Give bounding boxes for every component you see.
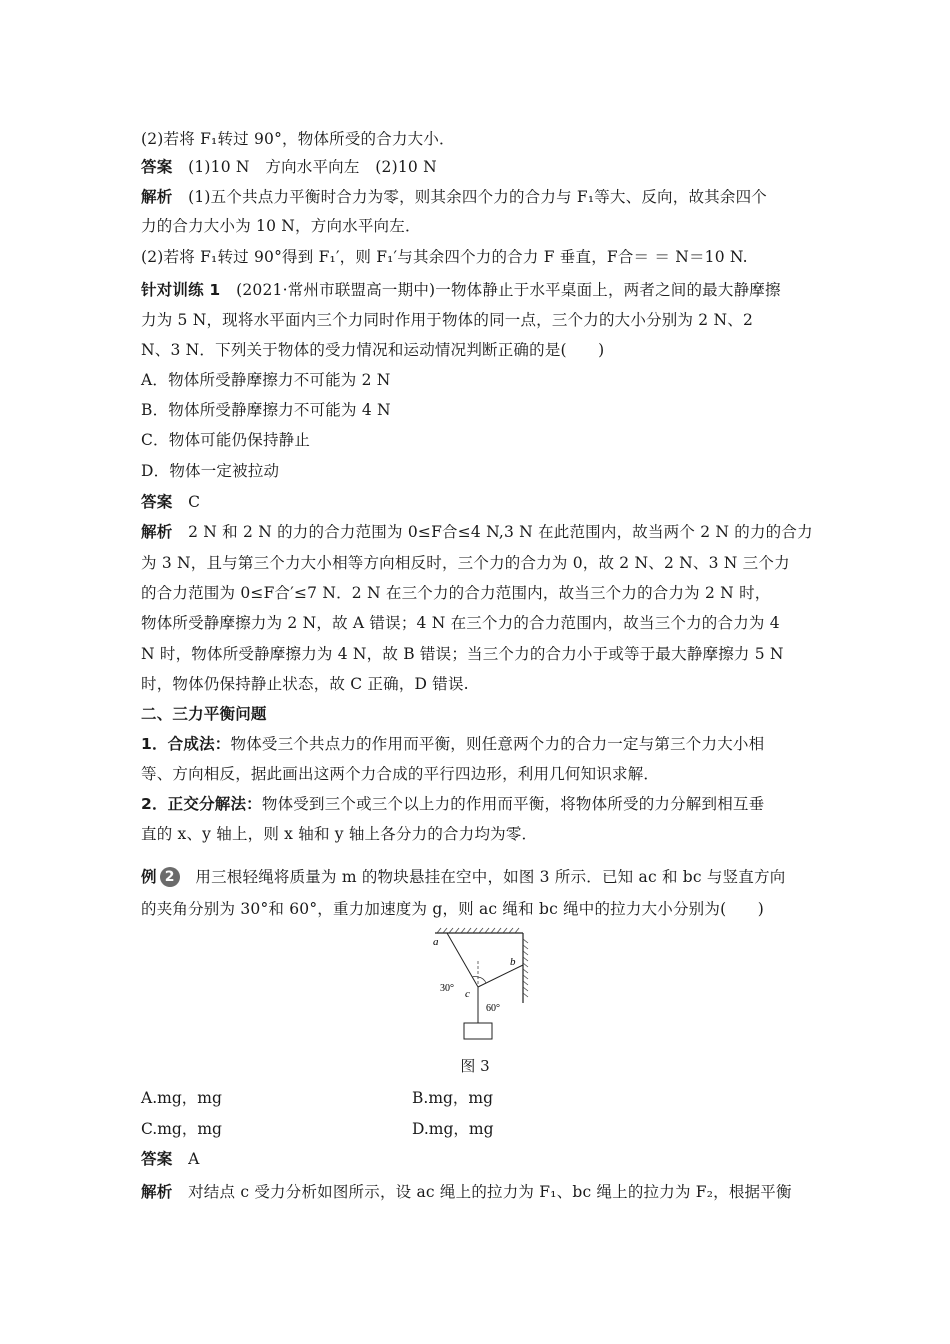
- label-30-degrees: 30°: [440, 983, 454, 994]
- analysis-1-line-b: 力的合力大小为 10 N，方向水平向左．: [141, 217, 421, 235]
- answer-label: 答案: [141, 493, 173, 511]
- analysis-2-line-d: 物体所受静摩擦力为 2 N，故 A 错误；4 N 在三个力的合力范围内，故当三个力的合力为 4: [141, 614, 780, 632]
- option-c: C．物体可能仍保持静止: [141, 431, 311, 449]
- answer-2: 答案 C: [141, 493, 201, 511]
- method-2-line-a: 2．正交分解法：物体受到三个或三个以上力的作用而平衡，将物体所受的力分解到相互垂: [141, 795, 765, 813]
- rope-diagram: [420, 925, 530, 1045]
- answer-label: 答案: [141, 1150, 173, 1168]
- figure-caption: 图 3: [460, 1057, 490, 1075]
- question-part-2: (2)若将 F₁转过 90°，物体所受的合力大小．: [141, 130, 455, 148]
- example-2-line-b: 的夹角分别为 30°和 60°，重力加速度为 g，则 ac 绳和 bc 绳中的拉力大小分别为( ): [141, 900, 764, 918]
- option-a: A．物体所受静摩擦力不可能为 2 N: [141, 371, 391, 389]
- analysis-2-line-c: 的合力范围为 0≤F合′≤7 N．2 N 在三个力的合力范围内，故当三个力的合力为 2 N 时，: [141, 584, 771, 602]
- analysis-2-line-f: 时，物体仍保持静止状态，故 C 正确，D 错误.: [141, 675, 469, 693]
- example-number-badge: 2: [160, 867, 180, 887]
- angle-arc-60: [478, 977, 486, 983]
- label-b: b: [510, 956, 516, 968]
- section-heading: 二、三力平衡问题: [141, 705, 267, 723]
- example-option-d: D.mg，mg: [412, 1120, 494, 1138]
- analysis-label: 解析: [141, 1183, 173, 1201]
- answer-label: 答案: [141, 158, 173, 176]
- training-1-line-c: N、3 N．下列关于物体的受力情况和运动情况判断正确的是( ): [141, 341, 605, 359]
- method-2-line-b: 直的 x、y 轴上，则 x 轴和 y 轴上各分力的合力均为零．: [141, 825, 538, 843]
- training-1-line-a: 针对训练 1 (2021·常州市联盟高一期中)一物体静止于水平桌面上，两者之间的最大静摩擦: [141, 281, 781, 299]
- rope-ac: [447, 933, 478, 987]
- figure-3-diagram: [420, 925, 530, 1045]
- example-option-b: B.mg，mg: [412, 1089, 494, 1107]
- wall-hatch: [523, 939, 528, 997]
- label-a: a: [433, 936, 439, 948]
- rope-bc: [478, 965, 523, 987]
- analysis-3-line-a: 解析 对结点 c 受力分析如图所示，设 ac 绳上的拉力为 F₁、bc 绳上的拉力为 F₂，根据平衡: [141, 1183, 792, 1201]
- example-option-a: A.mg，mg: [141, 1089, 222, 1107]
- option-b: B．物体所受静摩擦力不可能为 4 N: [141, 401, 391, 419]
- method-1-line-a: 1．合成法：物体受三个共点力的作用而平衡，则任意两个力的合力一定与第三个力大小相: [141, 735, 765, 753]
- analysis-2-line-b: 为 3 N，且与第三个力大小相等方向相反时，三个力的合力为 0，故 2 N、2 N、3 N 三个力: [141, 554, 790, 572]
- mass-block: [464, 1023, 492, 1039]
- analysis-label: 解析: [141, 523, 173, 541]
- option-d: D．物体一定被拉动: [141, 462, 280, 480]
- analysis-1-line-a: 解析 (1)五个共点力平衡时合力为零，则其余四个力的合力与 F₁等大、反向，故其余四个: [141, 188, 767, 206]
- answer-3: 答案 A: [141, 1150, 200, 1168]
- example-option-c: C.mg，mg: [141, 1120, 222, 1138]
- ceiling-hatch: [437, 928, 519, 933]
- training-1-line-b: 力为 5 N，现将水平面内三个力同时作用于物体的同一点，三个力的大小分别为 2 N、2: [141, 311, 754, 329]
- label-60-degrees: 60°: [486, 1003, 500, 1014]
- analysis-2-line-e: N 时，物体所受静摩擦力为 4 N，故 B 错误；当三个力的合力小于或等于最大静摩擦力 5 N: [141, 645, 784, 663]
- analysis-label: 解析: [141, 188, 173, 206]
- method-1-line-b: 等、方向相反，据此画出这两个力合成的平行四边形，利用几何知识求解．: [141, 765, 660, 783]
- example-label: 例: [141, 868, 157, 886]
- analysis-2-line-a: 解析 2 N 和 2 N 的力的合力范围为 0≤F合≤4 N,3 N 在此范围内，故当两个 2 N 的力的合力: [141, 523, 813, 541]
- analysis-1-line-c: (2)若将 F₁转过 90°得到 F₁′，则 F₁′与其余四个力的合力 F 垂直，F合＝ ＝ N＝10 N.: [141, 248, 748, 266]
- answer-1: 答案 (1)10 N 方向水平向左 (2)10 N: [141, 158, 437, 176]
- training-label: 针对训练 1: [141, 281, 221, 299]
- label-c: c: [465, 988, 470, 1000]
- example-2-line-a: 例 2 用三根轻绳将质量为 m 的物块悬挂在空中，如图 3 所示．已知 ac 和 bc 与竖直方向: [141, 868, 786, 886]
